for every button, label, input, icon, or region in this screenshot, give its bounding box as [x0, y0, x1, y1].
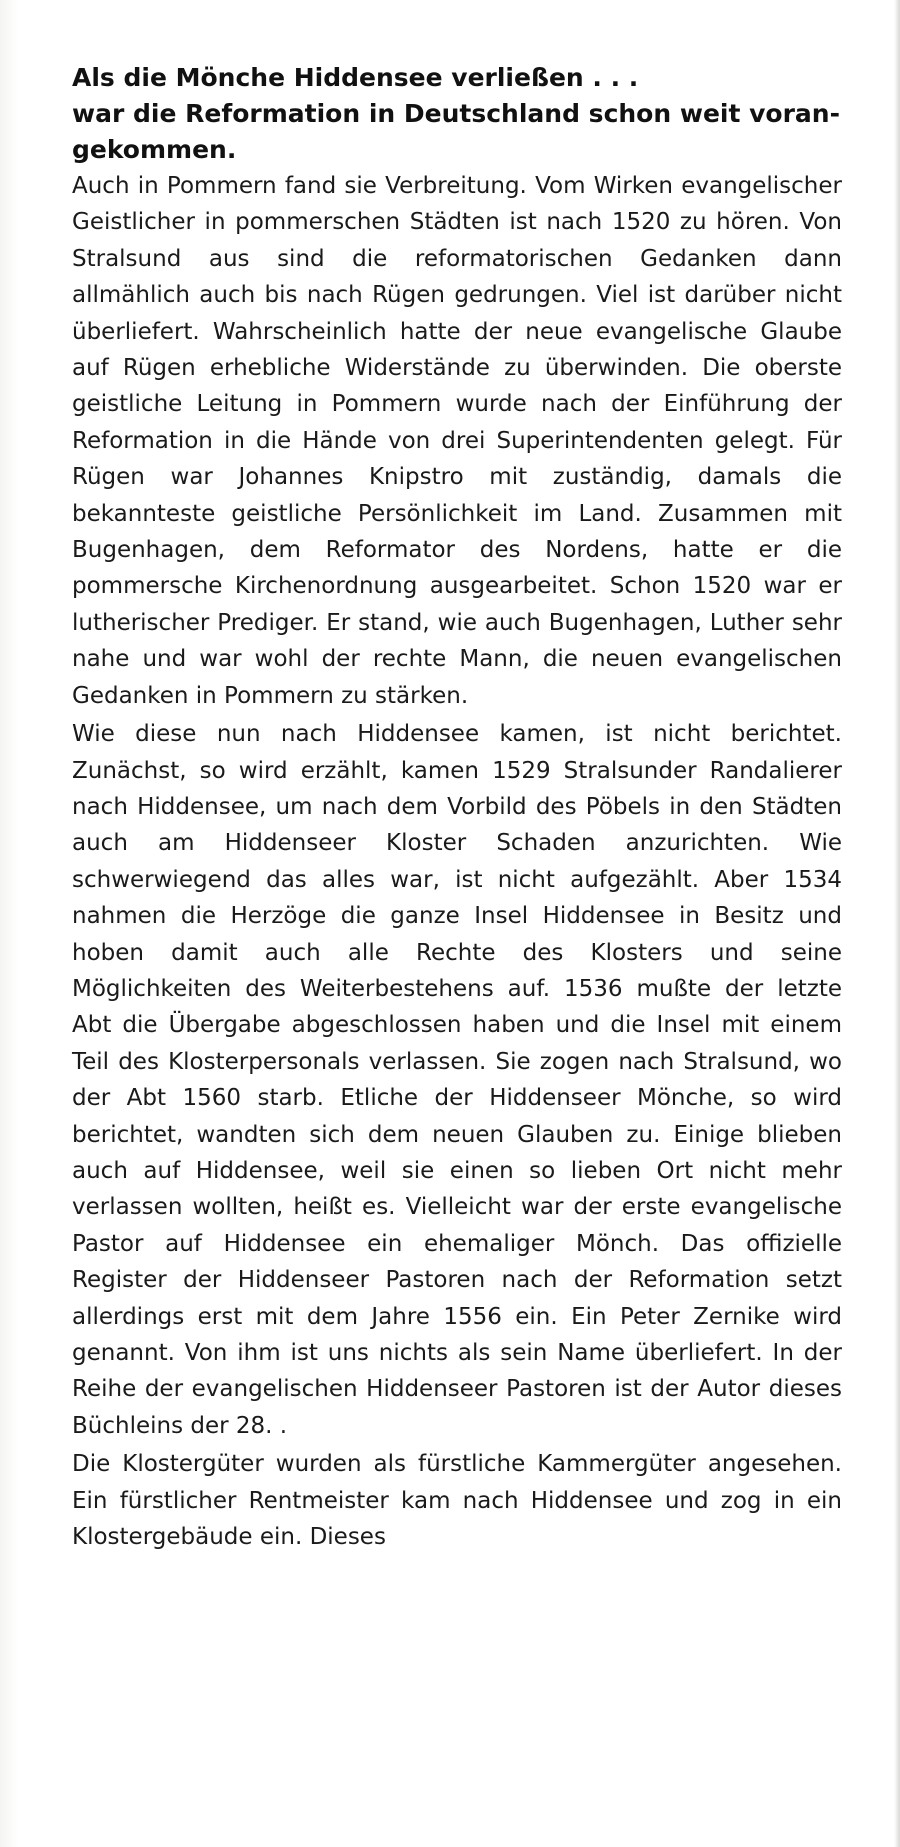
heading-line-2: war die Reformation in Deutschland schon weit vorangekommen.	[72, 99, 840, 164]
heading-line-1: Als die Mönche Hiddensee verließen . . .	[72, 63, 639, 92]
page-edge	[894, 0, 900, 1847]
text-block	[72, 60, 842, 1555]
paragraph-1: Auch in Pommern fand sie Verbreitung. Vom Wirken evangelischer Geistlicher in pommerschen Städten ist nach 1520 zu hören. Von Stralsund aus sind die reformatorischen Gedanken dann allmählich auch bis nach Rügen gedrungen. Viel ist darüber nicht überliefert. Wahrscheinlich hatte der neue evangelische Glaube auf Rügen erhebliche Widerstände zu überwinden. Die oberste geistliche Leitung in Pommern wurde nach der Einführung der Reformation in die Hände von drei Superintendenten gelegt. Für Rügen war Johannes Knipstro mit zuständig, damals die bekannteste geistliche Persönlichkeit im Land. Zusammen mit Bugenhagen, dem Reformator des Nordens, hatte er die pommersche Kirchenordnung ausgearbeitet. Schon 1520 war er lutherischer Prediger. Er stand, wie auch Bugenhagen, Luther sehr nahe und war wohl der rechte Mann, die neuen evangelischen Gedanken in Pommern zu stärken.	[72, 173, 842, 709]
page-fold-shadow	[0, 0, 18, 1847]
paragraph-3: Die Klostergüter wurden als fürstliche Kammergüter angesehen. Ein fürstlicher Rentmeister kam nach Hiddensee und zog in ein Klostergebäude ein. Dieses	[72, 1451, 842, 1551]
chapter-heading	[72, 60, 842, 168]
paragraph-2: Wie diese nun nach Hiddensee kamen, ist nicht berichtet. Zunächst, so wird erzählt, kamen 1529 Stralsunder Randalierer nach Hiddensee, um nach dem Vorbild des Pöbels in den Städten auch am Hiddenseer Kloster Schaden anzurichten. Wie schwerwiegend das alles war, ist nicht aufgezählt. Aber 1534 nahmen die Herzöge die ganze Insel Hiddensee in Besitz und hoben damit auch alle Rechte des Klosters und seine Möglichkeiten des Weiterbestehens auf. 1536 mußte der letzte Abt die Übergabe abgeschlossen haben und die Insel mit einem Teil des Klosterpersonals verlassen. Sie zogen nach Stralsund, wo der Abt 1560 starb. Etliche der Hiddenseer Mönche, so wird berichtet, wandten sich dem neuen Glauben zu. Einige blieben auch auf Hiddensee, weil sie einen so lieben Ort nicht mehr verlassen wollten, heißt es. Vielleicht war der erste evangelische Pastor auf Hiddensee ein ehemaliger Mönch. Das offizielle Register der Hiddenseer Pastoren nach der Reformation setzt allerdings erst mit dem Jahre 1556 ein. Ein Peter Zernike wird genannt. Von ihm ist uns nichts als sein Name überliefert. In der Reihe der evangelischen Hiddenseer Pastoren ist der Autor dieses Büchleins der 28. .	[72, 721, 842, 1439]
